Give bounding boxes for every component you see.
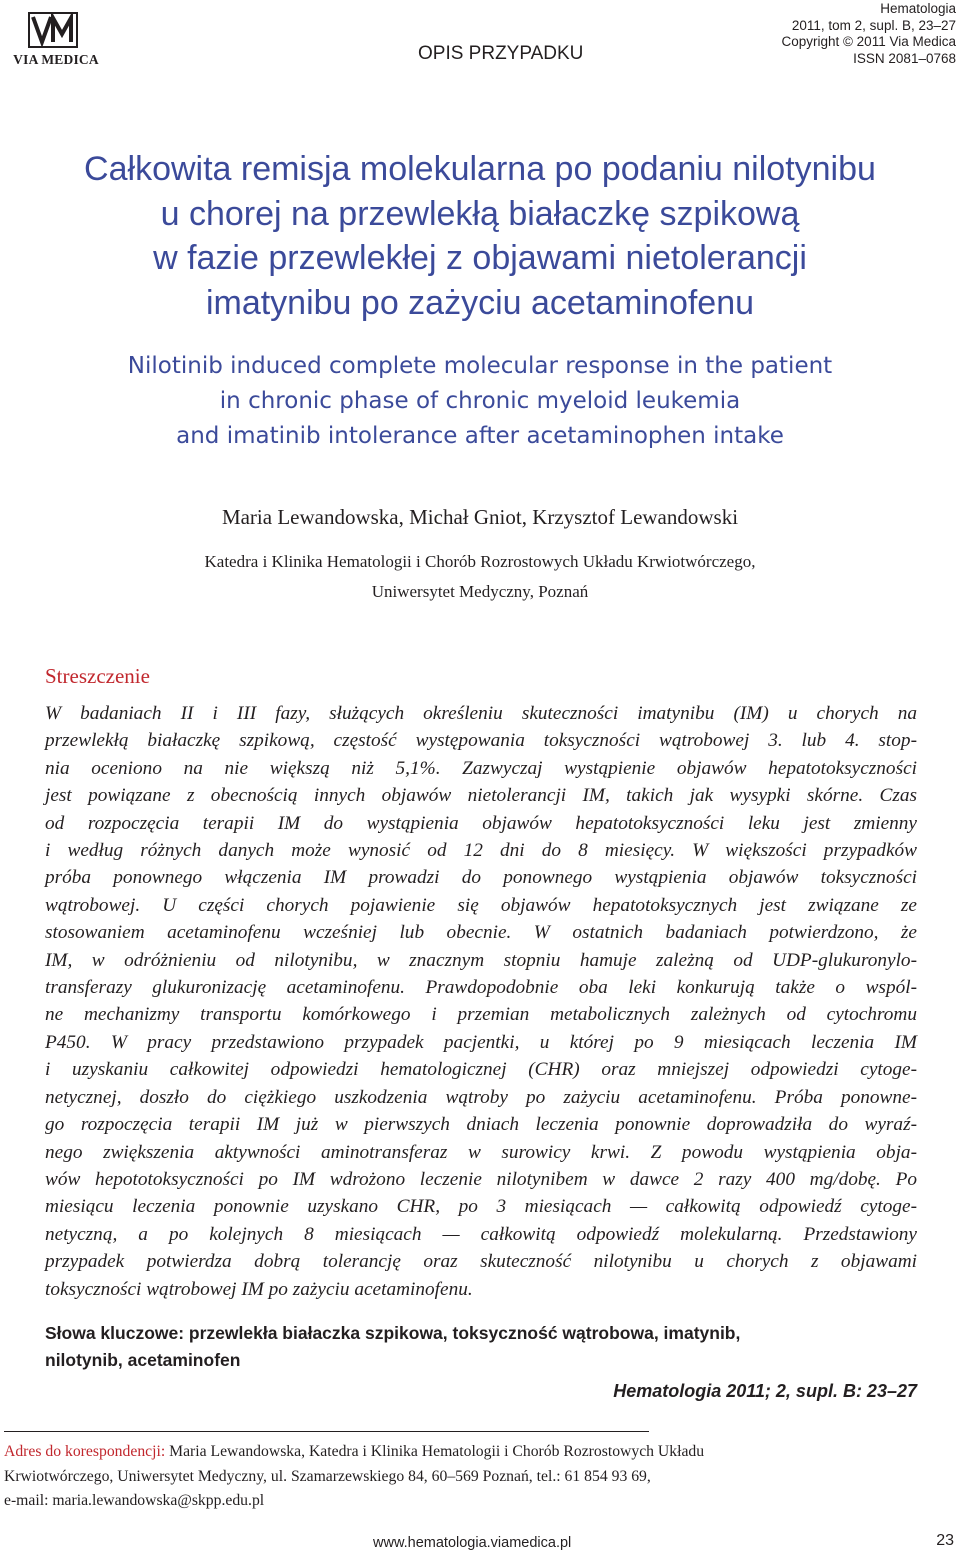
section-label: OPIS PRZYPADKU — [418, 43, 584, 64]
correspondence-email[interactable]: e-mail: maria.lewandowska@skpp.edu.pl — [4, 1492, 265, 1509]
via-medica-logo — [6, 12, 102, 67]
abstract-line: go rozpoczęcia terapii IM już w pierwszych dniach leczenia ponownie doprowadziła do wyraź- — [45, 1114, 917, 1136]
abstract-line: transferazy glukuronizację acetaminofenu. Prawdopodobnie oba leki konkurują także o wspól- — [45, 977, 917, 999]
footer-url[interactable]: www.hematologia.viamedica.pl — [373, 1535, 572, 1551]
keywords-line: Słowa kluczowe: przewlekła białaczka szpikowa, toksyczność wątrobowa, imatynib, — [45, 1323, 741, 1343]
page-number: 23 — [936, 1532, 954, 1549]
keywords-line: nilotynib, acetaminofen — [45, 1350, 241, 1370]
affiliation-line: Katedra i Klinika Hematologii i Chorób Rozrostowych Układu Krwiotwórczego, — [204, 552, 756, 571]
abstract-line: netyczną, a po kolejnych 8 miesiącach — całkowitą odpowiedź molekularną. Przedstawiony — [45, 1223, 917, 1245]
abstract-line: i według różnych danych może wynosić od 12 dni do 8 miesięcy. W większości przypadków — [45, 840, 917, 862]
logo-text: VIA MEDICA — [13, 52, 99, 67]
abstract-line: i uzyskaniu całkowitej odpowiedzi hematologicznej (CHR) oraz mniejszej odpowiedzi cytoge- — [45, 1059, 917, 1081]
title-pl-line: Całkowita remisja molekularna po podaniu nilotynibu — [84, 150, 876, 188]
abstract-line: stosowaniem acetaminofenu wcześniej lub obecnie. W ostatnich badaniach potwierdzono, że — [45, 922, 917, 944]
abstract-line: nego zwiększenia aktywności aminotransferaz w surowicy krwi. Z powodu wystąpienia obja- — [45, 1141, 917, 1163]
abstract-line: ne mechanizmy transportu komórkowego i przemian metabolicznych zależnych od cytochromu — [45, 1004, 917, 1026]
title-pl-line: w fazie przewlekłej z objawami nietolerancji — [153, 239, 807, 277]
affiliation-line: Uniwersytet Medyczny, Poznań — [371, 582, 589, 601]
title-english — [0, 349, 960, 454]
abstract-line: miesiącu leczenia ponownie uzyskano CHR, po 3 miesiącach — całkowitą odpowiedź cytoge- — [45, 1196, 917, 1218]
journal-name: Hematologia — [880, 1, 956, 16]
journal-copyright: Copyright © 2011 Via Medica — [781, 34, 956, 50]
title-pl-line: imatynibu po zażyciu acetaminofenu — [205, 283, 755, 322]
abstract-body — [45, 700, 917, 1303]
abstract-line: przypadek potwierdza dobrą tolerancję oraz skuteczność nilotynibu u chorych z objawami — [45, 1251, 917, 1273]
journal-volume: 2011, tom 2, supl. B, 23–27 — [791, 17, 956, 33]
title-en-line: in chronic phase of chronic myeloid leukemia — [219, 388, 741, 414]
abstract-line: P450. W pracy przedstawiono przypadek pacjentki, u której po 9 miesiącach leczenia IM — [45, 1031, 917, 1053]
abstract-line: netycznej, doszło do ciężkiego uszkodzenia wątroby po zażyciu acetaminofenu. Próba ponowne- — [45, 1086, 917, 1108]
keywords — [45, 1320, 917, 1374]
title-en-line: Nilotinib induced complete molecular response in the patient — [127, 353, 833, 379]
abstract-line: wątrobowej. U części chorych pojawienie się objawów hepatotoksycznych jest związane ze — [45, 894, 917, 916]
abstract-line: toksyczności wątrobowej IM po zażyciu acetaminofenu. — [45, 1278, 473, 1300]
title-polish — [0, 147, 960, 325]
journal-info — [781, 1, 956, 67]
divider — [4, 1431, 649, 1432]
citation: Hematologia 2011; 2, supl. B: 23–27 — [613, 1381, 917, 1401]
correspondence — [4, 1440, 954, 1514]
via-medica-logo-icon — [28, 12, 78, 48]
correspondence-text: Maria Lewandowska, Katedra i Klinika Hematologii i Chorób Rozrostowych Układu — [165, 1443, 705, 1460]
abstract-line: W badaniach II i III fazy, służących określeniu skuteczności imatynibu (IM) u chorych na — [45, 703, 917, 724]
abstract-line: od rozpoczęcia terapii IM do wystąpienia objawów hepatotoksyczności leku jest zmienny — [45, 812, 917, 834]
abstract-heading: Streszczenie — [45, 664, 150, 688]
abstract-line: wów hepototoksyczności po IM wdrożono leczenie nilotynibem w dawce 2 razy 400 mg/dobę. Po — [45, 1168, 917, 1190]
abstract-line: próba ponownego włączenia IM prowadzi do ponownego wystąpienia objawów toksyczności — [45, 867, 917, 889]
authors: Maria Lewandowska, Michał Gniot, Krzysztof Lewandowski — [221, 505, 739, 529]
abstract-line: jest powiązane z obecnością innych objawów nietolerancji IM, takich jak wysypki skórne. Czas — [45, 785, 917, 807]
correspondence-line — [4, 1440, 954, 1465]
abstract-line: nia oceniono na nie większą niż 5,1%. Zazwyczaj wystąpienie objawów hepatotoksyczności — [45, 757, 917, 779]
page-header — [0, 0, 960, 80]
title-en-line: and imatinib intolerance after acetaminophen intake — [176, 423, 784, 449]
abstract-line: IM, w odróżnieniu od nilotynibu, w znacznym stopniu hamuje zależną od UDP-glukuronylo- — [45, 949, 917, 971]
journal-issn: ISSN 2081–0768 — [853, 50, 956, 66]
title-pl-line: u chorej na przewlekłą białaczkę szpikową — [160, 194, 800, 233]
correspondence-line: Krwiotwórczego, Uniwersytet Medyczny, ul. Szamarzewskiego 84, 60–569 Poznań, tel.: 61 854 93 69, — [4, 1467, 651, 1485]
correspondence-label: Adres do korespondencji: — [4, 1443, 166, 1460]
abstract-line: przewlekłą białaczkę szpikową, częstość występowania toksyczności wątrobowej 3. lub 4. stop- — [45, 730, 917, 752]
affiliation — [0, 547, 960, 607]
